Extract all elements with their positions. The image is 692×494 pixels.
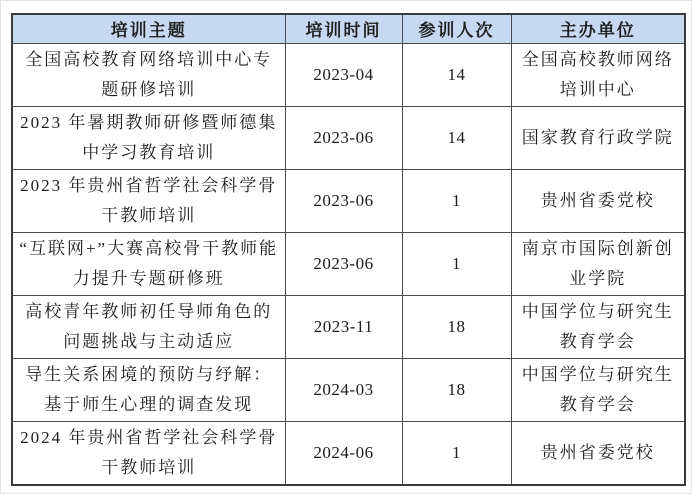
col-header-count: 参训人次 [402, 14, 511, 43]
time-cell: 2024-03 [285, 358, 402, 421]
topic-cell: 2023 年贵州省哲学社会科学骨干教师培训 [12, 169, 285, 232]
col-header-organizer: 主办单位 [511, 14, 685, 43]
topic-cell: 2023 年暑期教师研修暨师德集中学习教育培训 [12, 106, 285, 169]
table-row [12, 232, 685, 295]
header-row [12, 14, 685, 43]
table-row [12, 295, 685, 358]
organizer-cell: 南京市国际创新创业学院 [511, 232, 685, 295]
table-row [12, 169, 685, 232]
time-cell: 2024-06 [285, 421, 402, 485]
col-header-topic: 培训主题 [12, 14, 285, 43]
time-cell: 2023-11 [285, 295, 402, 358]
training-table [11, 13, 686, 486]
organizer-cell: 中国学位与研究生教育学会 [511, 295, 685, 358]
time-cell: 2023-06 [285, 106, 402, 169]
table-row [12, 43, 685, 106]
topic-cell: 高校青年教师初任导师角色的问题挑战与主动适应 [12, 295, 285, 358]
organizer-cell: 全国高校教师网络培训中心 [511, 43, 685, 106]
topic-cell: 全国高校教育网络培训中心专题研修培训 [12, 43, 285, 106]
count-cell: 14 [402, 106, 511, 169]
topic-cell: 导生关系困境的预防与纾解：基于师生心理的调查发现 [12, 358, 285, 421]
organizer-cell: 贵州省委党校 [511, 421, 685, 485]
count-cell: 14 [402, 43, 511, 106]
count-cell: 1 [402, 232, 511, 295]
topic-cell: 2024 年贵州省哲学社会科学骨干教师培训 [12, 421, 285, 485]
count-cell: 1 [402, 169, 511, 232]
table-row [12, 106, 685, 169]
count-cell: 1 [402, 421, 511, 485]
time-cell: 2023-04 [285, 43, 402, 106]
organizer-cell: 国家教育行政学院 [511, 106, 685, 169]
col-header-time: 培训时间 [285, 14, 402, 43]
table-row [12, 358, 685, 421]
time-cell: 2023-06 [285, 169, 402, 232]
count-cell: 18 [402, 358, 511, 421]
organizer-cell: 中国学位与研究生教育学会 [511, 358, 685, 421]
organizer-cell: 贵州省委党校 [511, 169, 685, 232]
count-cell: 18 [402, 295, 511, 358]
table-row [12, 421, 685, 485]
time-cell: 2023-06 [285, 232, 402, 295]
topic-cell: “互联网+”大赛高校骨干教师能力提升专题研修班 [12, 232, 285, 295]
